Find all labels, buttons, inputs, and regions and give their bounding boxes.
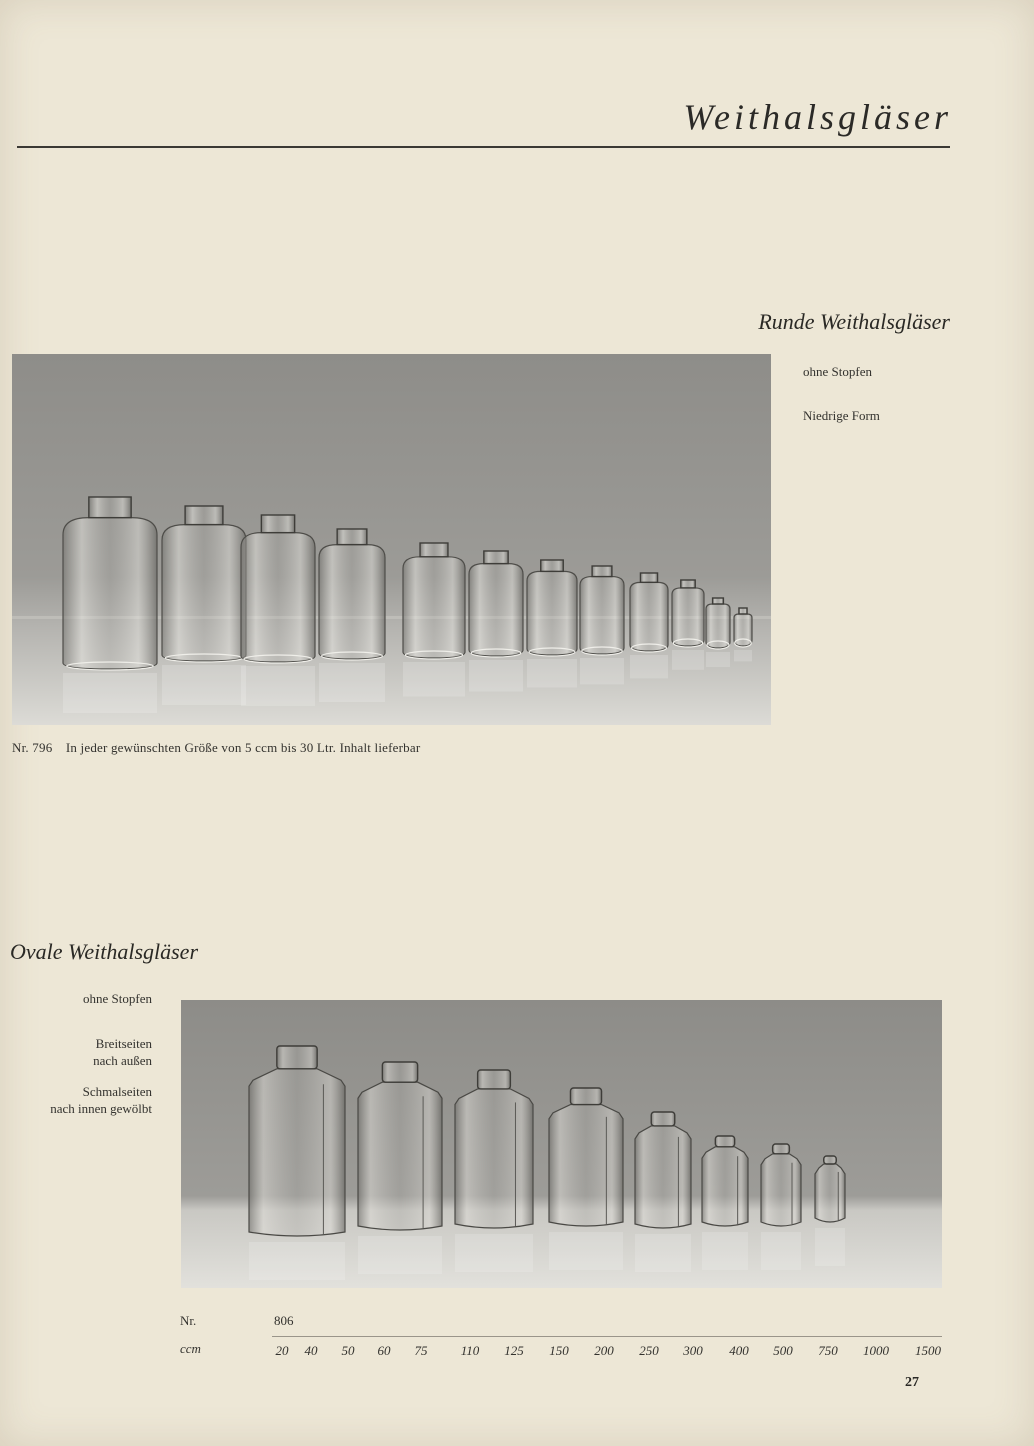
round-jars-photo (12, 354, 771, 725)
round-jar-reflection (403, 662, 465, 697)
oval-jar-neck (478, 1070, 511, 1089)
round-jar-reflection (241, 666, 315, 706)
oval-jar-reflection (702, 1232, 748, 1270)
round-caption-text: In jeder gewünschten Größe von 5 ccm bis 30 Ltr. Inhalt lieferbar (65, 740, 421, 755)
round-jar-reflection (580, 658, 624, 684)
oval-jar-neck (570, 1088, 601, 1105)
round-jar-neck (640, 573, 657, 582)
ccm-value: 400 (729, 1343, 749, 1358)
round-jar (63, 518, 157, 669)
ccm-value: 110 (460, 1343, 480, 1358)
round-jar-neck (484, 551, 508, 564)
round-jar-neck (185, 506, 223, 525)
round-jar-neck (89, 497, 131, 518)
round-jar (630, 582, 668, 651)
round-jar (403, 557, 465, 658)
oval-note-broad-line1: Breitseiten (95, 1036, 152, 1051)
round-jar-neck (681, 580, 695, 588)
round-jar-reflection (469, 660, 523, 692)
ccm-value: 75 (414, 1343, 428, 1358)
round-jar (580, 577, 624, 654)
oval-jar-reflection (358, 1236, 442, 1274)
round-jar-reflection (706, 652, 730, 667)
round-jar-neck (592, 566, 612, 577)
oval-jar (455, 1089, 533, 1228)
oval-jar (249, 1069, 345, 1236)
oval-jars-photo (181, 1000, 942, 1288)
oval-note-broad-sides (93, 1035, 152, 1069)
ccm-value: 500 (773, 1343, 793, 1358)
round-jar (162, 525, 246, 661)
round-section-heading: Runde Weithalsgläser (758, 309, 950, 334)
oval-jar (761, 1154, 801, 1226)
oval-jar-reflection (761, 1232, 801, 1270)
oval-jar-reflection (549, 1232, 623, 1270)
round-jar-neck (739, 608, 747, 614)
oval-jar-reflection (249, 1242, 345, 1280)
oval-jar (549, 1105, 623, 1226)
round-jar (672, 588, 704, 646)
ccm-value: 1500 (915, 1343, 941, 1358)
ccm-value: 20 (275, 1343, 289, 1358)
oval-jar (635, 1126, 691, 1228)
oval-jar-neck (382, 1062, 417, 1082)
ccm-value: 200 (594, 1343, 614, 1358)
round-jar-neck (261, 515, 294, 533)
title-rule (17, 146, 950, 148)
round-jar-neck (541, 560, 564, 571)
table-nr-label: Nr. (180, 1313, 197, 1328)
oval-note-narrow-sides (50, 1083, 152, 1117)
round-jar (319, 545, 385, 659)
page-title: Weithalsgläser (683, 97, 952, 137)
round-jar-reflection (734, 650, 752, 661)
round-jar (241, 533, 315, 662)
round-jar-reflection (527, 659, 577, 688)
table-ccm-label: ccm (180, 1341, 201, 1356)
round-jar (469, 564, 523, 656)
oval-note-narrow-line1: Schmalseiten (82, 1084, 152, 1099)
round-note-no-stopper: ohne Stopfen (803, 364, 872, 379)
ccm-value: 60 (377, 1343, 391, 1358)
round-note-low-form: Niedrige Form (803, 408, 880, 423)
round-caption (12, 740, 420, 756)
oval-jar-reflection (815, 1228, 845, 1266)
oval-section-heading: Ovale Weithalsgläser (10, 939, 198, 964)
oval-jar (358, 1082, 442, 1230)
oval-jar-neck (651, 1112, 675, 1126)
ccm-value: 125 (504, 1343, 524, 1358)
ccm-value: 750 (818, 1343, 838, 1358)
ccm-value: 250 (639, 1343, 659, 1358)
round-caption-number: Nr. 796 (12, 740, 53, 755)
oval-jar-neck (277, 1046, 317, 1069)
table-nr-value: 806 (274, 1313, 294, 1328)
ccm-value: 50 (341, 1343, 355, 1358)
round-jar-reflection (630, 655, 668, 678)
round-jar-reflection (319, 663, 385, 702)
ccm-value: 150 (549, 1343, 569, 1358)
ccm-value: 300 (683, 1343, 703, 1358)
oval-jar-neck (715, 1136, 734, 1147)
oval-jar (815, 1164, 845, 1222)
oval-jar-reflection (455, 1234, 533, 1272)
round-jar-reflection (63, 673, 157, 713)
ccm-value: 1000 (863, 1343, 889, 1358)
oval-jar (702, 1147, 748, 1226)
page-number: 27 (905, 1375, 919, 1390)
round-jar-reflection (672, 650, 704, 670)
table-rule (272, 1336, 942, 1337)
round-jar-neck (713, 598, 724, 604)
oval-note-broad-line2: nach außen (93, 1053, 152, 1068)
ccm-value: 40 (304, 1343, 318, 1358)
round-jar (527, 571, 577, 655)
oval-jar-reflection (635, 1234, 691, 1272)
oval-jar-neck (824, 1156, 837, 1164)
round-jar-neck (337, 529, 367, 545)
oval-note-narrow-line2: nach innen gewölbt (50, 1101, 152, 1116)
round-jar (734, 614, 752, 646)
round-jar-reflection (162, 665, 246, 705)
oval-note-no-stopper: ohne Stopfen (83, 991, 152, 1006)
round-jar-neck (420, 543, 448, 557)
oval-jar-neck (773, 1144, 790, 1154)
